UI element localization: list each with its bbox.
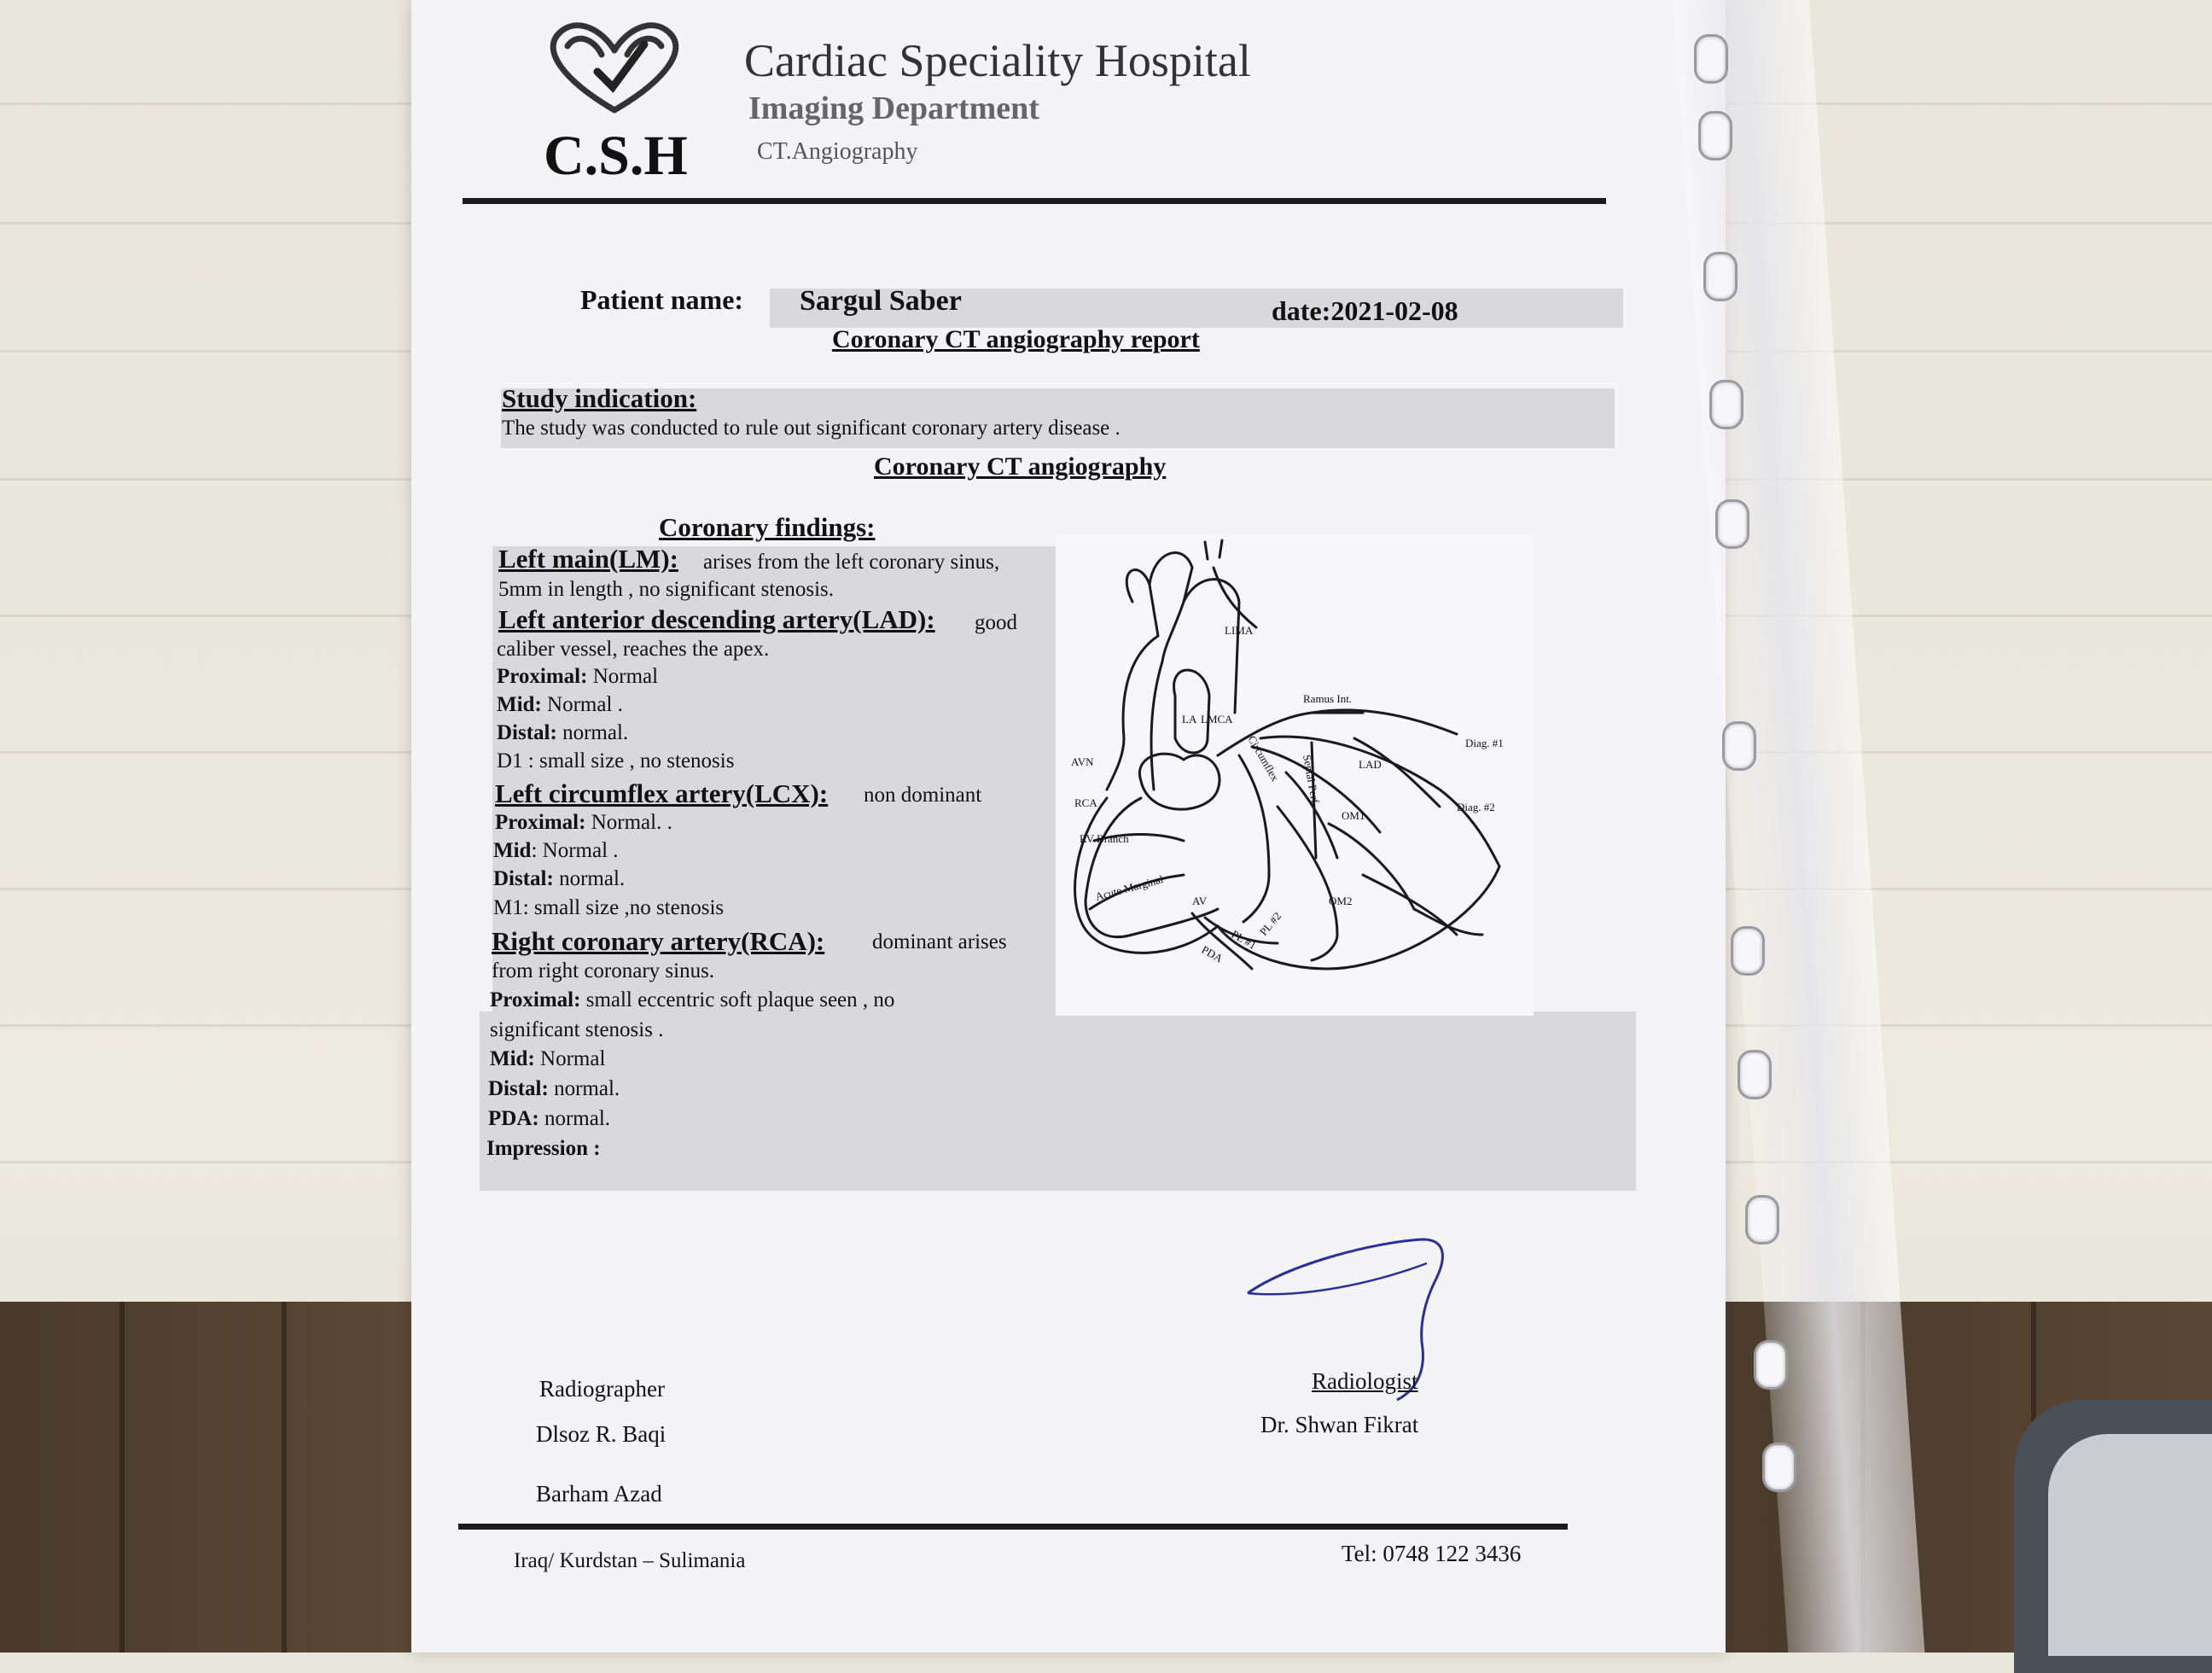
patient-name: Sargul Saber <box>800 285 962 317</box>
diagram-label-pl1: PL #1 <box>1229 927 1259 953</box>
lm-text-2: 5mm in length , no significant stenosis. <box>498 578 835 601</box>
radiographer-title: Radiographer <box>539 1376 665 1402</box>
lcx-text-1: non dominant <box>864 784 982 807</box>
findings-heading: Coronary findings: <box>659 512 876 542</box>
diagram-label-diag1: Diag. #1 <box>1465 737 1504 749</box>
lad-d1: D1 : small size , no stenosis <box>497 749 735 772</box>
patient-name-label: Patient name: <box>580 284 744 315</box>
radiologist-title: Radiologist <box>1312 1368 1418 1394</box>
diagram-label-lad: LAD <box>1359 758 1382 771</box>
heart-logo-icon <box>538 12 691 123</box>
lad-proximal: Normal <box>587 665 659 688</box>
lcx-mid-label: Mid <box>493 839 532 862</box>
section-name: CT.Angiography <box>757 138 918 165</box>
footer-address: Iraq/ Kurdstan – Sulimania <box>514 1549 746 1572</box>
punch-hole <box>1762 1443 1796 1492</box>
diagram-label-pda: PDA <box>1199 942 1225 965</box>
rca-pda: normal. <box>538 1107 611 1130</box>
punch-hole <box>1754 1340 1788 1390</box>
lad-text-2: caliber vessel, reaches the apex. <box>497 638 770 661</box>
rca-pda-label: PDA: <box>488 1107 539 1130</box>
department-name: Imaging Department <box>748 90 1039 126</box>
radiographer-name-1: Dlsoz R. Baqi <box>536 1421 667 1447</box>
lcx-mid: : Normal . <box>531 839 619 862</box>
punch-hole <box>1738 1050 1772 1099</box>
rca-text-1: dominant arises <box>872 930 1007 953</box>
lcx-proximal-label: Proximal: <box>495 811 586 834</box>
radiologist-name: Dr. Shwan Fikrat <box>1260 1412 1419 1437</box>
rca-proximal-2: significant stenosis . <box>490 1018 664 1041</box>
rca-proximal: small eccentric soft plaque seen , no <box>580 988 895 1011</box>
punch-hole <box>1731 926 1765 976</box>
lcx-distal-label: Distal: <box>493 867 554 890</box>
rca-mid: Normal <box>534 1047 606 1070</box>
footer-telephone: Tel: 0748 122 3436 <box>1342 1541 1522 1566</box>
section-title: Coronary CT angiography <box>874 452 1167 481</box>
lad-text-1: good <box>975 611 1017 634</box>
rca-heading: Right coronary artery(RCA): <box>492 926 825 956</box>
lm-text-1: arises from the left coronary sinus, <box>703 551 1000 574</box>
diagram-label-rv-branch: RV Branch <box>1080 832 1129 845</box>
diagram-label-acute-marginal: Acute Marginal <box>1093 872 1165 903</box>
punch-hole <box>1709 380 1743 429</box>
header-rule <box>463 198 1606 204</box>
logo-abbreviation: C.S.H <box>544 125 688 187</box>
lad-proximal-label: Proximal: <box>497 665 588 688</box>
lcx-proximal: Normal. . <box>585 811 672 834</box>
diagram-label-lima: LIMA <box>1225 624 1254 637</box>
diagram-label-rca: RCA <box>1074 796 1097 809</box>
lcx-distal: normal. <box>553 867 626 890</box>
diagram-label-lmca: LMCA <box>1201 713 1233 726</box>
diagram-label-circumflex: Circumflex <box>1245 733 1283 784</box>
lm-heading: Left main(LM): <box>498 544 678 574</box>
study-indication-text: The study was conducted to rule out significant coronary artery disease . <box>502 417 1121 440</box>
diagram-label-septal: Septal Perf. <box>1301 753 1323 807</box>
punch-hole <box>1698 111 1732 160</box>
lad-distal-label: Distal: <box>497 721 557 744</box>
radiographer-name-2: Barham Azad <box>536 1481 662 1507</box>
rca-text-2: from right coronary sinus. <box>492 959 715 982</box>
rca-distal: normal. <box>548 1077 620 1100</box>
diagram-label-om1: OM1 <box>1342 809 1365 822</box>
lad-heading: Left anterior descending artery(LAD): <box>498 604 935 634</box>
report-date: date:2021-02-08 <box>1272 295 1458 326</box>
impression-label: Impression : <box>486 1137 601 1160</box>
punch-hole <box>1694 34 1728 84</box>
diagram-label-avn: AVN <box>1071 755 1094 768</box>
footer-rule <box>458 1524 1568 1530</box>
diagram-label-ramus: Ramus Int. <box>1303 692 1353 705</box>
coronary-anatomy-diagram <box>1056 533 1534 1016</box>
diagram-label-diag2: Diag. #2 <box>1457 801 1495 813</box>
punch-hole <box>1722 721 1756 771</box>
lad-distal: normal. <box>556 721 629 744</box>
lcx-m1: M1: small size ,no stenosis <box>493 896 725 919</box>
diagram-label-om2: OM2 <box>1329 895 1353 907</box>
lad-mid: Normal . <box>541 693 623 716</box>
lad-mid-label: Mid: <box>497 693 542 716</box>
rca-proximal-label: Proximal: <box>490 988 581 1011</box>
lcx-heading: Left circumflex artery(LCX): <box>495 778 829 808</box>
rca-distal-label: Distal: <box>488 1077 549 1100</box>
diagram-label-pl2: PL #2 <box>1256 909 1284 938</box>
hospital-name: Cardiac Speciality Hospital <box>744 35 1251 86</box>
punch-hole <box>1715 499 1749 549</box>
diagram-label-av: AV <box>1192 895 1208 907</box>
punch-hole <box>1745 1195 1779 1245</box>
study-indication-heading: Study indication: <box>502 383 697 413</box>
report-page <box>411 0 1726 1653</box>
report-title: Coronary CT angiography report <box>832 325 1200 353</box>
rca-mid-label: Mid: <box>490 1047 535 1070</box>
punch-hole <box>1703 252 1738 301</box>
diagram-label-la: LA <box>1182 713 1197 726</box>
